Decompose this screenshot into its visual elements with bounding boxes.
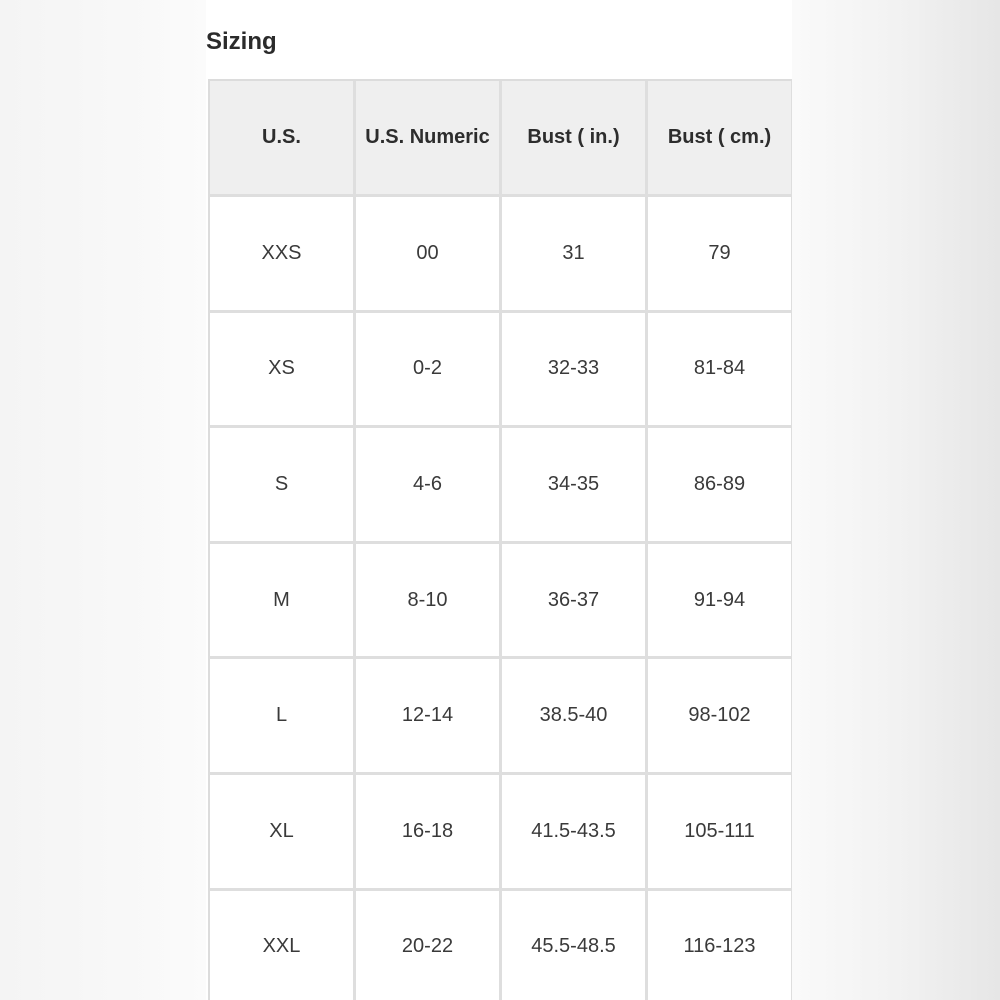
bust-cm-cell: 105-111	[648, 775, 792, 891]
sizing-panel	[206, 0, 792, 1000]
size-cell: S	[210, 428, 356, 544]
background-right	[792, 0, 1000, 1000]
bust-cm-cell: 81-84	[648, 313, 792, 429]
bust-cm-cell: 98-102	[648, 659, 792, 775]
size-cell: XL	[210, 775, 356, 891]
size-cell: XXS	[210, 197, 356, 313]
bust-in-cell: 38.5-40	[502, 659, 648, 775]
section-title: Sizing	[206, 28, 277, 55]
size-cell: XXL	[210, 891, 356, 1000]
size-cell: XS	[210, 313, 356, 429]
bust-cm-cell: 86-89	[648, 428, 792, 544]
bust-cm-cell: 91-94	[648, 544, 792, 660]
numeric-cell: 8-10	[356, 544, 502, 660]
column-header-bust-in: Bust ( in.)	[502, 81, 648, 197]
bust-in-cell: 34-35	[502, 428, 648, 544]
bust-in-cell: 41.5-43.5	[502, 775, 648, 891]
size-chart-table	[208, 79, 792, 1000]
numeric-cell: 0-2	[356, 313, 502, 429]
bust-cm-cell: 79	[648, 197, 792, 313]
column-header-bust-cm: Bust ( cm.)	[648, 81, 792, 197]
numeric-cell: 16-18	[356, 775, 502, 891]
size-cell: M	[210, 544, 356, 660]
column-header-us-numeric: U.S. Numeric	[356, 81, 502, 197]
background-left	[0, 0, 206, 1000]
bust-in-cell: 32-33	[502, 313, 648, 429]
numeric-cell: 4-6	[356, 428, 502, 544]
numeric-cell: 20-22	[356, 891, 502, 1000]
bust-cm-cell: 116-123	[648, 891, 792, 1000]
column-header-us: U.S.	[210, 81, 356, 197]
size-cell: L	[210, 659, 356, 775]
bust-in-cell: 31	[502, 197, 648, 313]
numeric-cell: 00	[356, 197, 502, 313]
bust-in-cell: 45.5-48.5	[502, 891, 648, 1000]
bust-in-cell: 36-37	[502, 544, 648, 660]
numeric-cell: 12-14	[356, 659, 502, 775]
